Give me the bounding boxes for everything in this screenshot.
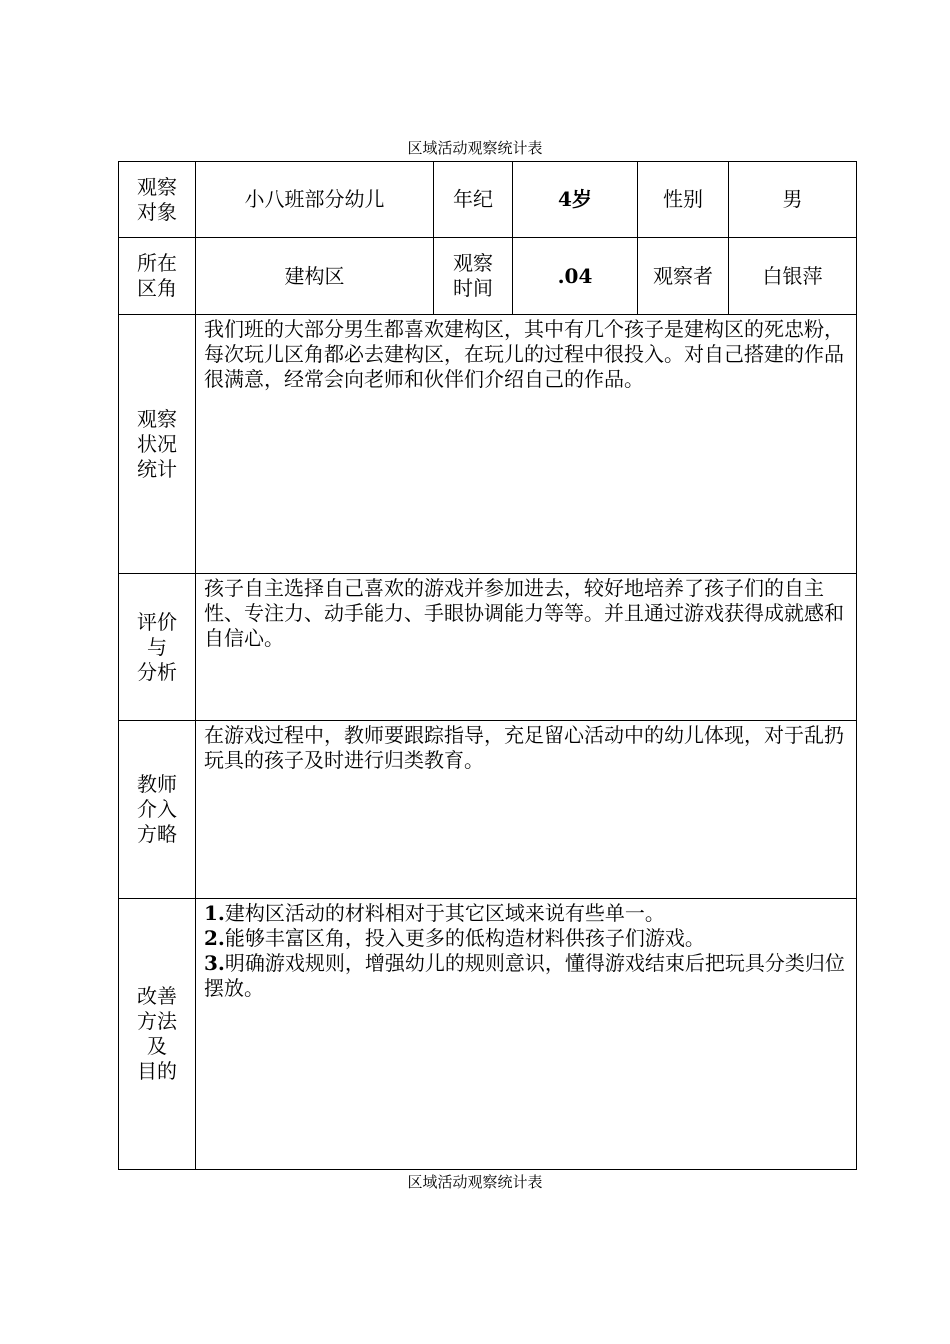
teacher-intervention-text: 在游戏过程中，教师要跟踪指导，充足留心活动中的幼儿体现，对于乱扔玩具的孩子及时进行归类教育。	[196, 721, 857, 899]
table-row-subject	[119, 162, 857, 238]
label-observation-subject: 观察 对象	[119, 162, 196, 238]
list-item: 1.建构区活动的材料相对于其它区域来说有些单一。	[204, 901, 665, 925]
label-evaluation: 评价 与 分析	[119, 574, 196, 721]
value-observation-subject: 小八班部分幼儿	[196, 162, 434, 238]
observation-table	[118, 161, 857, 1170]
observation-status-text: 我们班的大部分男生都喜欢建构区，其中有几个孩子是建构区的死忠粉，每次玩儿区角都必去建构区，在玩儿的过程中很投入。对自己搭建的作品很满意，经常会向老师和伙伴们介绍自己的作品。	[196, 315, 857, 574]
table-row-observation	[119, 315, 857, 574]
value-gender: 男	[729, 162, 857, 238]
table-row-improvement	[119, 899, 857, 1170]
label-area: 所在 区角	[119, 238, 196, 315]
table-row-area	[119, 238, 857, 315]
label-gender: 性别	[638, 162, 729, 238]
label-improvement: 改善 方法 及 目的	[119, 899, 196, 1170]
evaluation-text: 孩子自主选择自己喜欢的游戏并参加进去，较好地培养了孩子们的自主性、专注力、动手能力、手眼协调能力等等。并且通过游戏获得成就感和自信心。	[196, 574, 857, 721]
value-area: 建构区	[196, 238, 434, 315]
list-item: 2.能够丰富区角，投入更多的低构造材料供孩子们游戏。	[204, 926, 705, 950]
page-footer-title: 区域活动观察统计表	[407, 1173, 543, 1191]
label-age: 年纪	[434, 162, 513, 238]
value-age: 4岁	[513, 162, 638, 238]
label-observer: 观察者	[638, 238, 729, 315]
list-item: 3.明确游戏规则，增强幼儿的规则意识，懂得游戏结束后把玩具分类归位摆放。	[204, 951, 845, 1000]
table-row-evaluation	[119, 574, 857, 721]
page-header-title: 区域活动观察统计表	[407, 139, 543, 157]
label-observation-time: 观察 时间	[434, 238, 513, 315]
value-observer: 白银萍	[729, 238, 857, 315]
label-teacher-intervention: 教师 介入 方略	[119, 721, 196, 899]
improvement-list	[196, 899, 857, 1170]
label-observation-status: 观察 状况 统计	[119, 315, 196, 574]
table-row-intervention	[119, 721, 857, 899]
value-observation-time: .04	[513, 238, 638, 315]
